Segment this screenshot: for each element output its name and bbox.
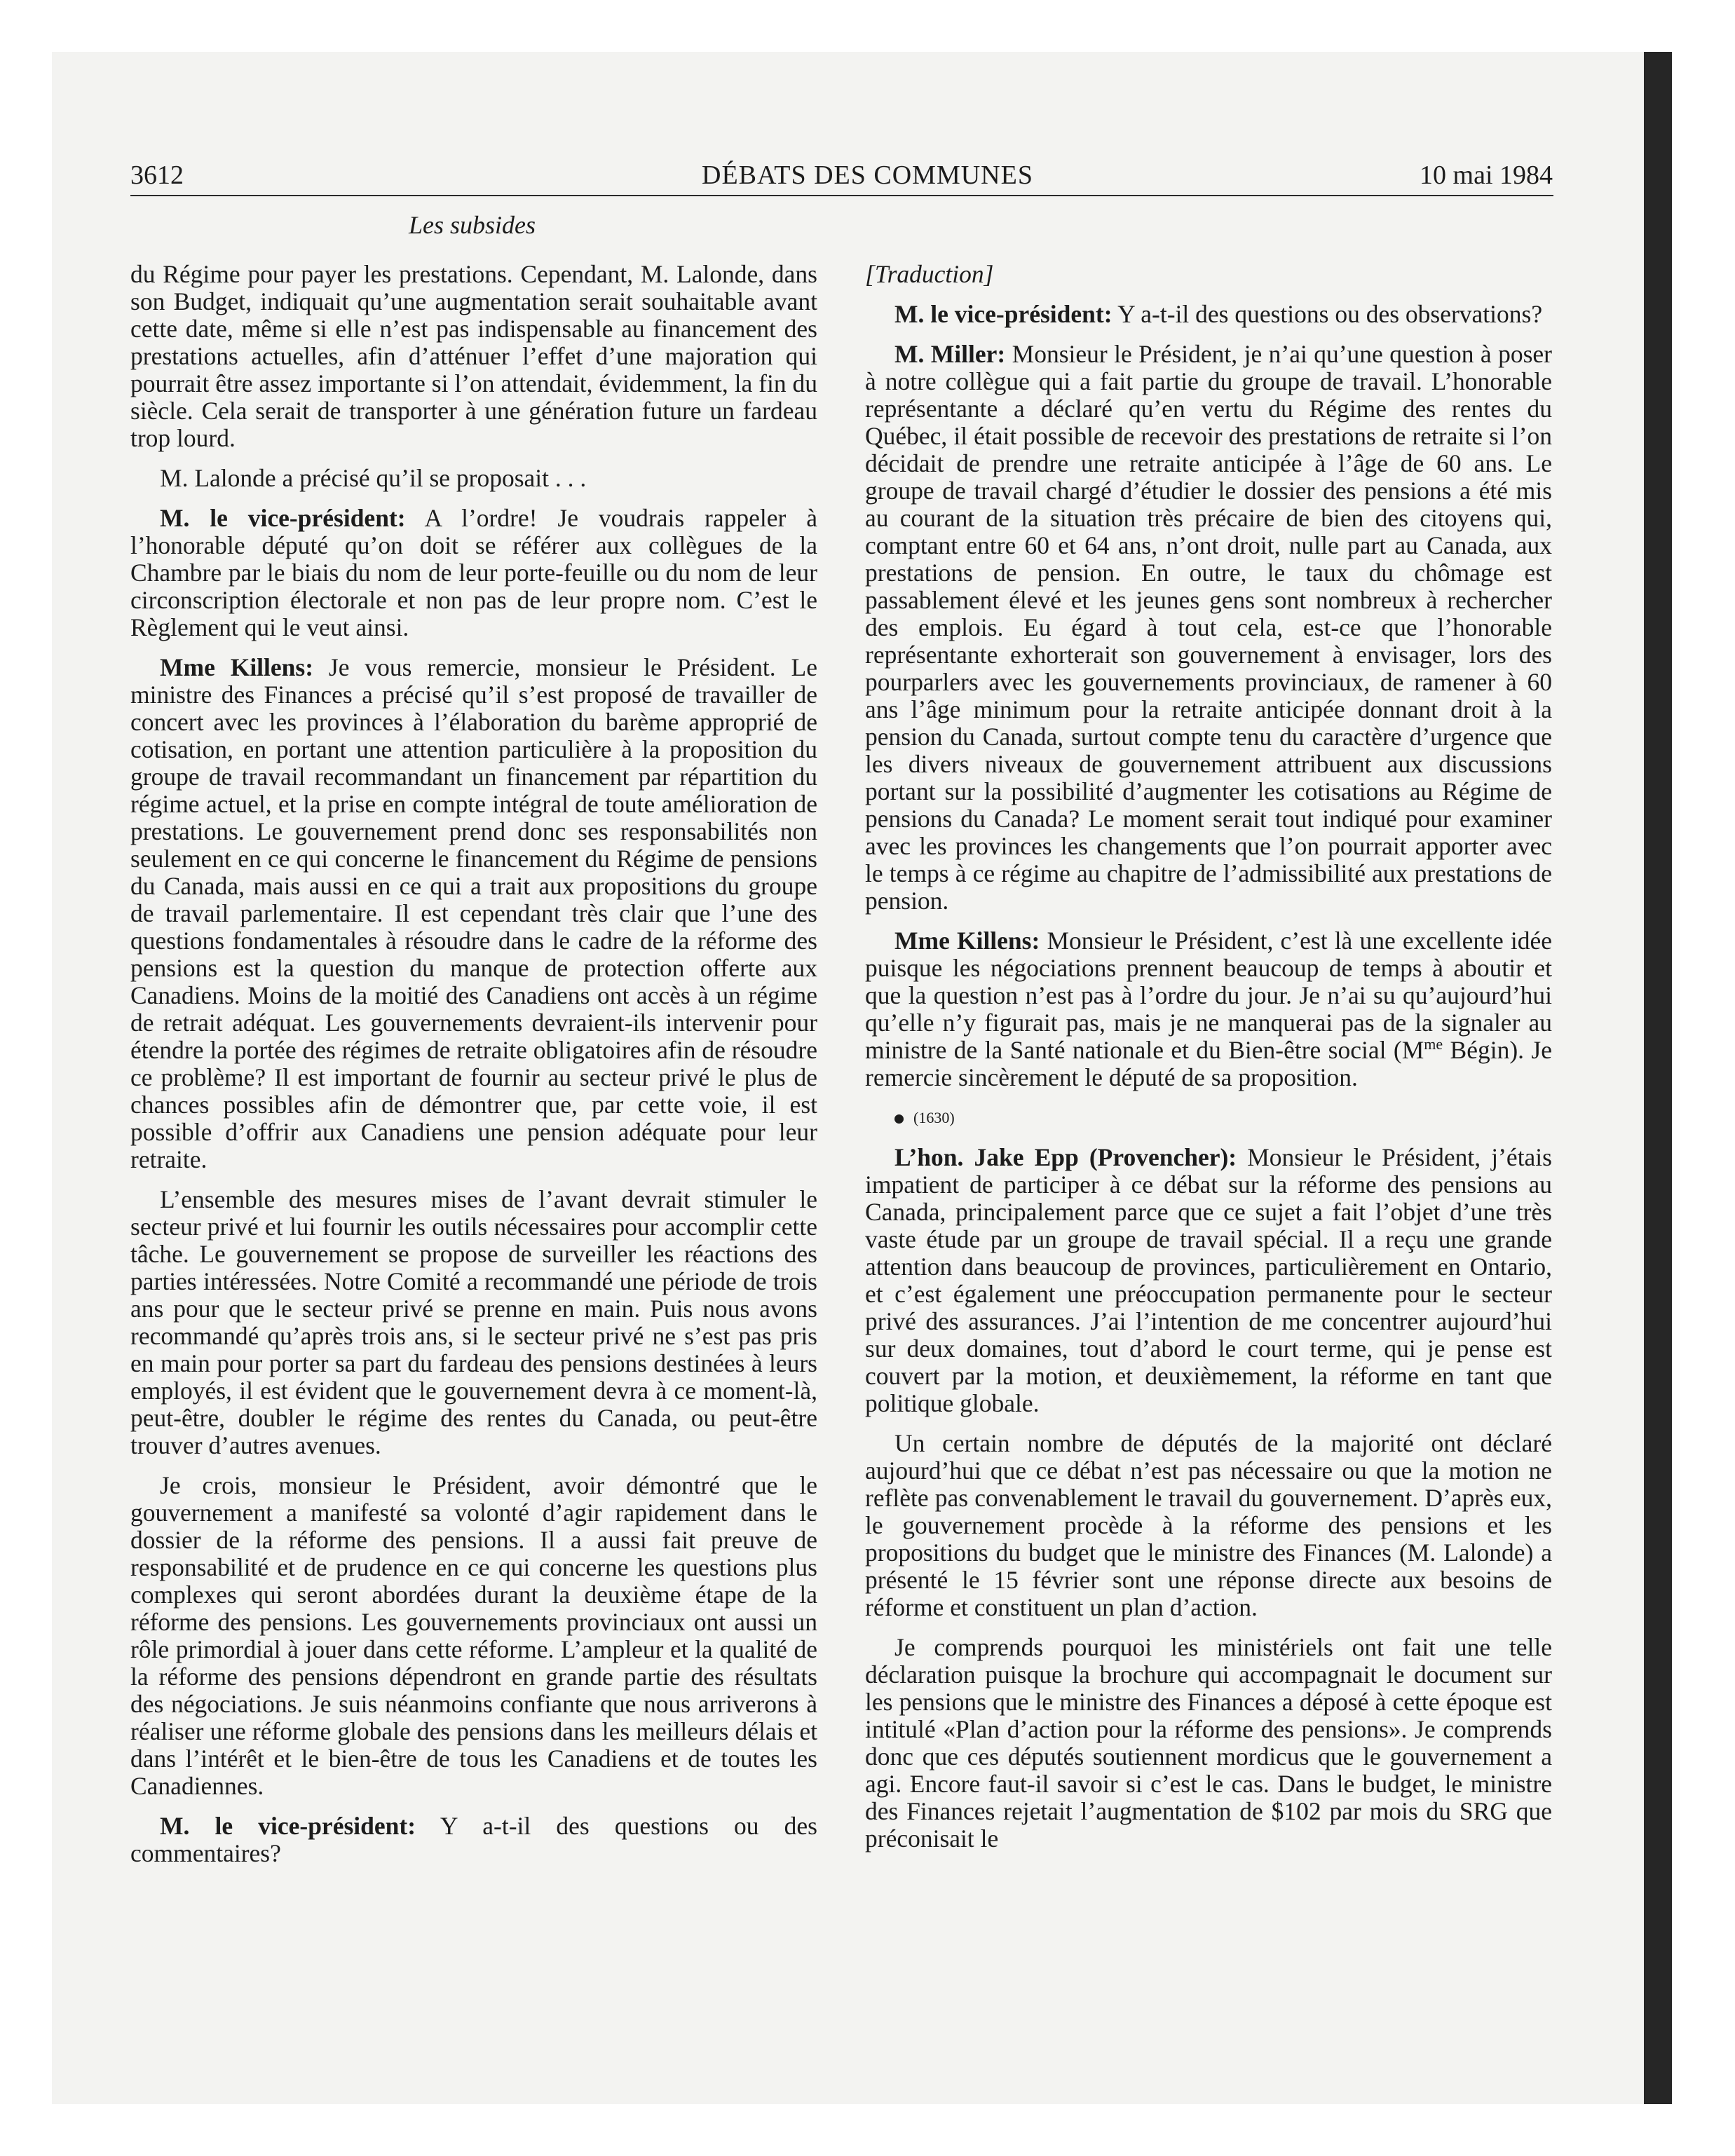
paragraph: Je crois, monsieur le Président, avoir démontré que le gouvernement a manifesté sa volonté d’agir rapidement dans le dossier de la réforme des pensions. Il a aussi fait preuve de responsabilité et de prudence en ce qui concerne les questions plus complexes qui seront abordées durant la deuxième étape de la réforme des pensions. Les gouvernements provinciaux ont aussi un rôle primordial à jouer dans cette réforme. L’ampleur et la qualité de la réforme des pensions dépendront en grande partie des résultats des négociations. Je suis néanmoins confiante que nous arriverons à réaliser une réforme globale des pensions dans les meilleurs délais et dans l’intérêt et le bien-être de tous les Canadiens et de toutes les Canadiennes. [130, 1471, 817, 1800]
paragraph: du Régime pour payer les prestations. Cependant, M. Lalonde, dans son Budget, indiquait qu’une augmentation serait souhaitable avant cette date, même si elle n’est pas indispensable au financement des prestations actuelles, afin d’atténuer l’effet d’une majoration qui pourrait être assez importante si l’on attendait, évidemment, la fin du siècle. Cela serait de transporter à une génération future un fardeau trop lourd. [130, 260, 817, 452]
speaker-name: M. le vice-président: [894, 300, 1113, 328]
speaker-name: Mme Killens: [894, 927, 1040, 955]
speech-text: Monsieur le Président, c’est là une excellente idée puisque les négociations prennent beaucoup de temps à aboutir et que la question n’est pas à l’ordre du jour. Je n’ai su qu’aujourd’hui qu’elle n’y figurait pas, mais je ne manquerai pas de la signaler au ministre de la Santé nationale et du Bien-être social (M [865, 927, 1552, 1064]
speech-text: Monsieur le Président, j’étais impatient de participer à ce débat sur la réforme des pensions au Canada, principalement parce que ce sujet a fait l’objet d’une très vaste étude par un groupe de travail spécial. Il a reçu une grande attention dans beaucoup de provinces, particulièrement en Ontario, et c’est également une préoccupation permanente pour le secteur privé des assurances. J’ai l’intention de me concentrer aujourd’hui sur deux domaines, tout d’abord le court terme, qui je pense est couvert par la motion, et deuxièmement, la réforme en tant que politique globale. [865, 1143, 1552, 1417]
speech-text: Je vous remercie, monsieur le Président. Le ministre des Finances a précisé qu’il s’est proposé de travailler de concert avec les provinces à l’élaboration du barème approprié de cotisation, en portant une attention particulière à la proposition du groupe de travail recommandant un financement par répartition du régime actuel, et la prise en compte intégral de toute amélioration de prestations. Le gouvernement prend donc ses responsabilités non seulement en ce qui concerne le financement du Régime de pensions du Canada, mais aussi en ce qui a trait aux propositions du groupe de travail parlementaire. Il est cependant très clair que l’une des questions fondamentales à résoudre dans le cadre de la réforme des pensions est la question du manque de protection offerte aux Canadiens. Moins de la moitié des Canadiens ont accès à un régime de retrait adéquat. Les gouvernements devraient-ils intervenir pour étendre la portée des régimes de retraite obligatoires afin de résoudre ce problème? Il est important de fournir au secteur privé le plus de chances possibles afin de démontrer que, par cette voie, il est possible d’offrir aux Canadiens une pension adéquate pour leur retraite. [130, 653, 817, 1173]
paragraph: M. Lalonde a précisé qu’il se proposait . . . [160, 464, 587, 492]
right-column [865, 261, 1552, 1865]
paragraph: Un certain nombre de députés de la majorité ont déclaré aujourd’hui que ce débat n’est pas nécessaire ou que la motion ne reflète pas convenablement le travail du gouvernement. D’après eux, le gouvernement procède à la réforme des pensions et les propositions du budget que le ministre des Finances (M. Lalonde) a présenté le 15 février sont une réponse directe aux besoins de réforme et constituent un plan d’action. [865, 1429, 1552, 1621]
section-heading: Les subsides [408, 211, 536, 239]
header-rule [130, 195, 1553, 196]
paragraph [130, 1813, 817, 1867]
speech-text: Y a-t-il des questions ou des commentaires? [130, 1812, 817, 1867]
timestamp: (1630) [913, 1109, 955, 1126]
paragraph: Je comprends pourquoi les ministériels ont fait une telle déclaration puisque la brochure qui accompagnait le document sur les pensions que le ministre des Finances a déposé à cette époque est intitulé «Plan d’action pour la réforme des pensions». Je comprends donc que ces députés soutiennent mordicus que le gouvernement a agi. Encore faut-il savoir si c’est le cas. Dans le budget, le ministre des Finances rejetait l’augmentation de $102 par mois du SRG que préconisait le [865, 1633, 1552, 1853]
paragraph: L’ensemble des mesures mises de l’avant devrait stimuler le secteur privé et lui fournir les outils nécessaires pour accomplir cette tâche. Le gouvernement se propose de surveiller les réactions des parties intéressées. Notre Comité a recommandé une période de trois ans pour que le secteur privé se prenne en main. Puis nous avons recommandé qu’après trois ans, si le secteur privé ne s’est pas pris en main pour porter sa part du fardeau des pensions destinées à leurs employés, il est évident que le gouvernement devra à ce moment-là, peut-être, doubler le régime des rentes du Canada, ou peut-être trouver d’autres avenues. [130, 1185, 817, 1459]
paragraph [130, 505, 817, 641]
journal-title: DÉBATS DES COMMUNES [702, 161, 1033, 190]
speech-text: Y a-t-il des questions ou des observations? [1112, 300, 1543, 328]
speaker-name: M. Miller: [894, 340, 1006, 368]
superscript: me [1424, 1035, 1443, 1053]
speaker-name: M. le vice-président: [160, 1812, 416, 1840]
timestamp-marker [865, 1104, 1552, 1131]
speaker-name: L’hon. Jake Epp (Provencher): [894, 1143, 1237, 1171]
bullet-icon [894, 1114, 904, 1124]
paragraph [865, 1144, 1552, 1417]
speech-text: A l’ordre! Je voudrais rappeler à l’honorable député qu’on doit se référer aux collègues de la Chambre par le biais du nom de leur porte-feuille ou du nom de leur circonscription électorale et non pas de leur propre nom. C’est le Règlement qui le veut ainsi. [130, 504, 817, 641]
speech-text: Bégin). Je remercie sincèrement le député de sa proposition. [865, 1036, 1552, 1091]
paragraph [865, 927, 1552, 1091]
left-column [130, 261, 817, 1880]
paragraph [130, 654, 817, 1173]
page-number: 3612 [130, 161, 184, 190]
paragraph [865, 341, 1552, 915]
paragraph [865, 301, 1552, 328]
page-date: 10 mai 1984 [1420, 161, 1553, 190]
speech-text: Monsieur le Président, je n’ai qu’une question à poser à notre collègue qui a fait partie du groupe de travail. L’honorable représentante a déclaré qu’en vertu du Régime des rentes du Québec, il était possible de recevoir des prestations de retraite si l’on décidait de prendre une retraite anticipée à l’âge de 60 ans. Le groupe de travail chargé d’étudier le dossier des pensions a été mis au courant de la situation très précaire de bien des citoyens qui, comptant entre 60 et 64 ans, n’ont droit, nulle part au Canada, aux prestations de pension. En outre, le taux du chômage est passablement élevé et les jeunes gens sont nombreux à rechercher des emplois. Eu égard à tout cela, est-ce que l’honorable représentante exhorterait son gouvernement à envisager, lors des pourparlers avec les gouvernements provinciaux, de ramener à 60 ans l’âge minimum pour la retraite anticipée donnant droit à la pension du Canada, surtout compte tenu du caractère d’urgence que les divers niveaux de gouvernement attribuent aux discussions portant sur la possibilité d’augmenter les cotisations au Régime de pensions du Canada? Le moment serait tout indiqué pour examiner avec les provinces les changements que l’on pourrait apporter avec le temps à ce régime au chapitre de l’admissibilité aux prestations de pension. [865, 340, 1552, 915]
scan-edge-shadow [1644, 52, 1672, 2104]
speaker-name: M. le vice-président: [160, 504, 406, 532]
translation-tag: [Traduction] [865, 260, 994, 288]
speaker-name: Mme Killens: [160, 653, 314, 681]
